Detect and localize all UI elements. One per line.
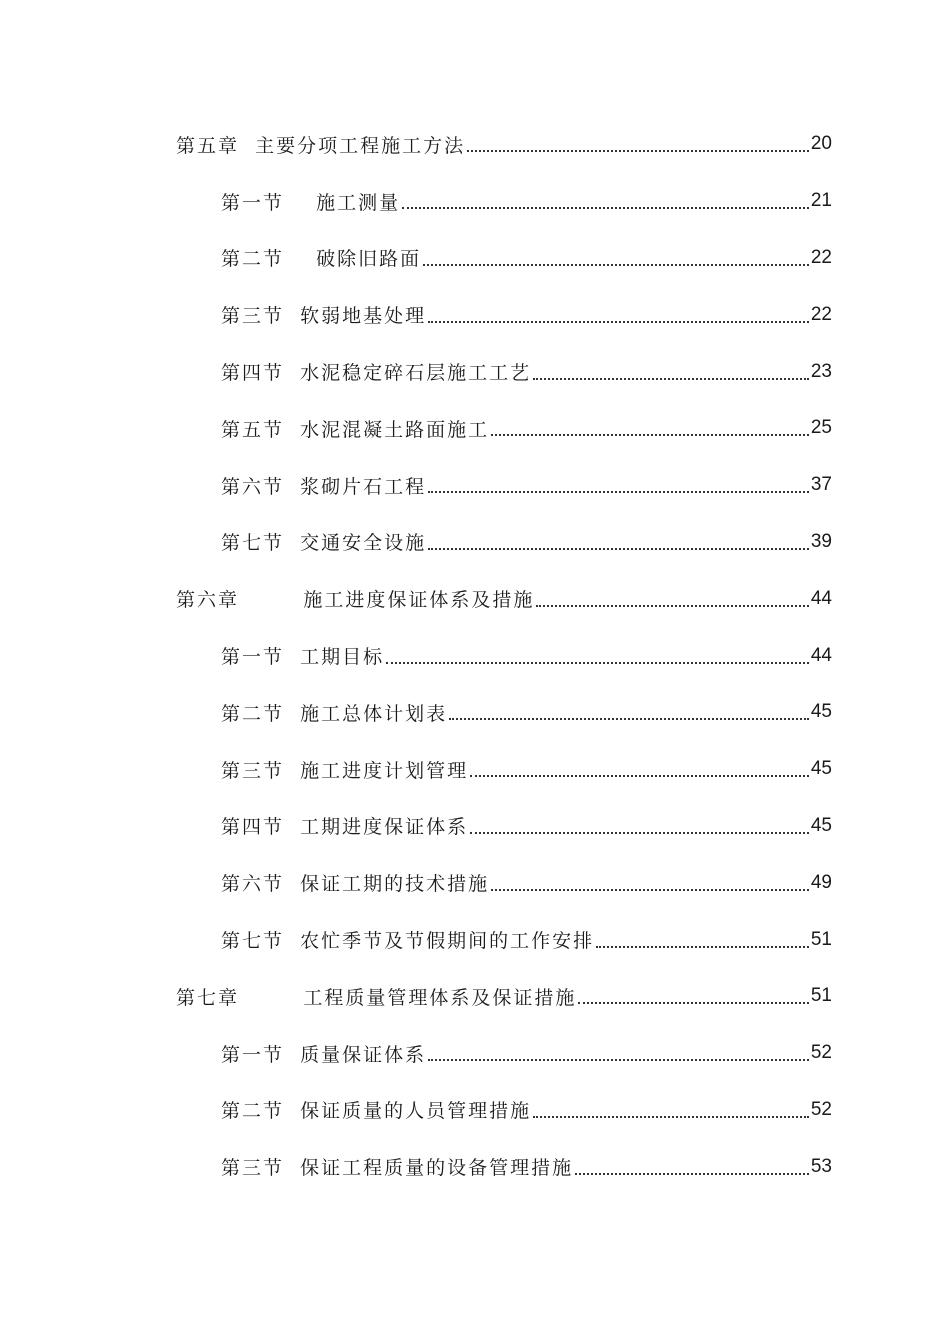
dot-leader [428, 491, 809, 493]
toc-entry-page: 21 [810, 190, 832, 212]
dot-leader [536, 605, 809, 607]
dot-leader [423, 264, 809, 266]
dot-leader [470, 775, 809, 777]
toc-entry-title: 第六节 保证工期的技术措施 [221, 873, 490, 896]
toc-entry-page: 25 [810, 417, 832, 439]
toc-entry-title: 第七节 交通安全设施 [221, 532, 427, 555]
toc-entry-title: 第一节 工期目标 [221, 646, 385, 669]
dot-leader [491, 434, 809, 436]
dot-leader [578, 1002, 809, 1004]
toc-entry-page: 44 [810, 644, 832, 666]
dot-leader [533, 378, 809, 380]
toc-entry-chapter-7[interactable] [176, 968, 832, 1025]
toc-entry-page: 22 [810, 303, 832, 325]
dot-leader [402, 207, 809, 209]
dot-leader [575, 1173, 809, 1175]
toc-entry-title: 第四节 工期进度保证体系 [221, 816, 469, 839]
toc-entry-page: 45 [810, 701, 832, 723]
toc-entry-page: 22 [810, 246, 832, 268]
dot-leader [596, 946, 809, 948]
toc-entry-section[interactable] [176, 741, 832, 798]
toc-entry-title: 第二节 破除旧路面 [221, 248, 422, 271]
toc-entry-page: 51 [810, 928, 832, 950]
dot-leader [449, 718, 809, 720]
dot-leader [491, 889, 809, 891]
toc-entry-section[interactable] [176, 286, 832, 343]
dot-leader [470, 832, 809, 834]
toc-entry-section[interactable] [176, 1138, 832, 1195]
toc-entry-section[interactable] [176, 457, 832, 514]
toc-entry-section[interactable] [176, 911, 832, 968]
toc-entry-title: 第四节 水泥稳定碎石层施工工艺 [221, 362, 532, 385]
toc-entry-title: 第七节 农忙季节及节假期间的工作安排 [221, 930, 595, 953]
toc-entry-chapter-6[interactable] [176, 570, 832, 627]
toc-entry-section[interactable] [176, 173, 832, 230]
dot-leader [428, 321, 809, 323]
toc-entry-page: 44 [810, 587, 832, 609]
toc-entry-section[interactable] [176, 684, 832, 741]
toc-entry-title: 第三节 软弱地基处理 [221, 305, 427, 328]
toc-entry-page: 45 [810, 758, 832, 780]
toc-entry-chapter-5[interactable] [176, 116, 832, 173]
dot-leader [428, 548, 809, 550]
toc-entry-section[interactable] [176, 343, 832, 400]
toc-entry-title: 第六章 施工进度保证体系及措施 [176, 589, 535, 612]
toc-entry-title: 第一节 施工测量 [221, 191, 401, 214]
toc-entry-page: 37 [810, 474, 832, 496]
toc-entry-title: 第二节 施工总体计划表 [221, 702, 448, 725]
toc-entry-page: 23 [810, 360, 832, 382]
toc-entry-section[interactable] [176, 798, 832, 855]
toc-entry-title: 第三节 保证工程质量的设备管理措施 [221, 1157, 574, 1180]
toc-entry-section[interactable] [176, 627, 832, 684]
toc-entry-title: 第三节 施工进度计划管理 [221, 759, 469, 782]
toc-entry-section[interactable] [176, 1025, 832, 1082]
dot-leader [386, 662, 809, 664]
toc-entry-page: 52 [810, 1042, 832, 1064]
dot-leader [428, 1059, 809, 1061]
toc-entry-page: 53 [810, 1155, 832, 1177]
toc-entry-title: 第七章 工程质量管理体系及保证措施 [176, 986, 577, 1009]
toc-entry-title: 第一节 质量保证体系 [221, 1043, 427, 1066]
toc-entry-title: 第五章 主要分项工程施工方法 [176, 134, 466, 157]
dot-leader [467, 150, 809, 152]
toc-entry-page: 20 [810, 133, 832, 155]
toc-entry-page: 49 [810, 871, 832, 893]
toc-entry-page: 45 [810, 814, 832, 836]
toc-entry-page: 52 [810, 1098, 832, 1120]
toc-entry-section[interactable] [176, 400, 832, 457]
toc-entry-page: 51 [810, 985, 832, 1007]
toc-entry-page: 39 [810, 530, 832, 552]
toc-entry-section[interactable] [176, 854, 832, 911]
dot-leader [533, 1116, 809, 1118]
table-of-contents [176, 116, 832, 1195]
toc-entry-section[interactable] [176, 1082, 832, 1139]
toc-entry-section[interactable] [176, 230, 832, 287]
toc-entry-section[interactable] [176, 514, 832, 571]
toc-entry-title: 第五节 水泥混凝土路面施工 [221, 418, 490, 441]
toc-entry-title: 第六节 浆砌片石工程 [221, 475, 427, 498]
toc-entry-title: 第二节 保证质量的人员管理措施 [221, 1100, 532, 1123]
